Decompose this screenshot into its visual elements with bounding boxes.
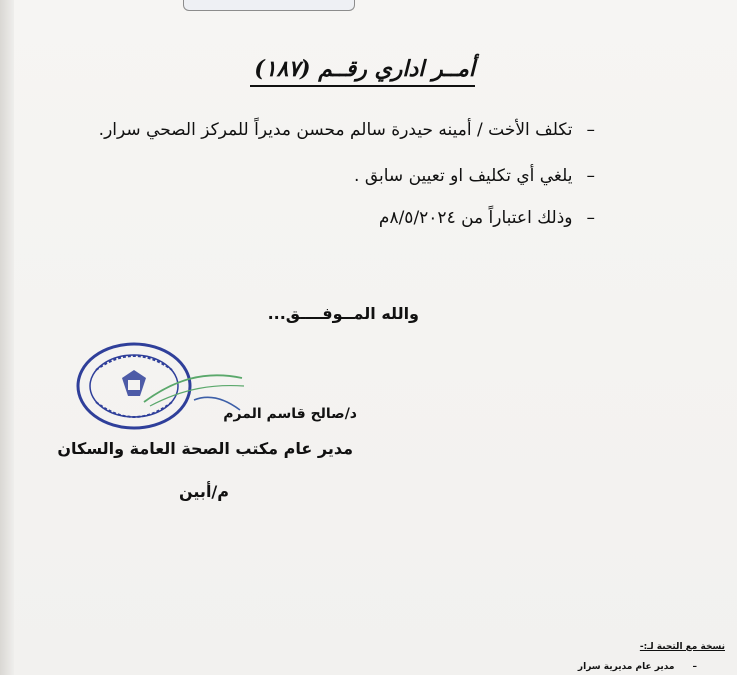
order-line-1: [99, 120, 595, 140]
signatory-location: م/أبين: [179, 482, 229, 501]
bullet-dash: –: [692, 662, 697, 672]
document-title: أمــر اداري رقــم (١٨٧): [254, 56, 475, 82]
top-frame-tab: [183, 0, 355, 11]
order-text-2: يلغي أي تكليف او تعيين سابق .: [354, 166, 573, 186]
copies-item: [578, 662, 697, 672]
bullet-dash: –: [586, 120, 595, 140]
copies-item-text: مدير عام مديرية سرار: [577, 662, 675, 672]
closing-phrase: والله المــوفــــق...: [267, 304, 419, 323]
eagle-emblem-icon: [122, 370, 146, 396]
copies-label: نسخة مع التحية لـ:-: [639, 642, 725, 652]
signatory-name: د/صالح قاسم المرم: [223, 406, 357, 422]
order-line-2: [354, 166, 595, 186]
bullet-dash: –: [586, 208, 595, 228]
official-stamp: [74, 340, 246, 440]
order-line-3: [379, 208, 595, 228]
page-edge-shadow: [0, 0, 14, 675]
title-underline: [250, 85, 475, 87]
signatory-title: مدير عام مكتب الصحة العامة والسكان: [57, 439, 353, 458]
order-text-1: تكلف الأخت / أمينه حيدرة سالم محسن مديراً للمركز الصحي سرار.: [98, 120, 573, 140]
order-text-3: وذلك اعتباراً من ٨/٥/٢٠٢٤م: [378, 208, 573, 228]
bullet-dash: –: [586, 166, 595, 186]
